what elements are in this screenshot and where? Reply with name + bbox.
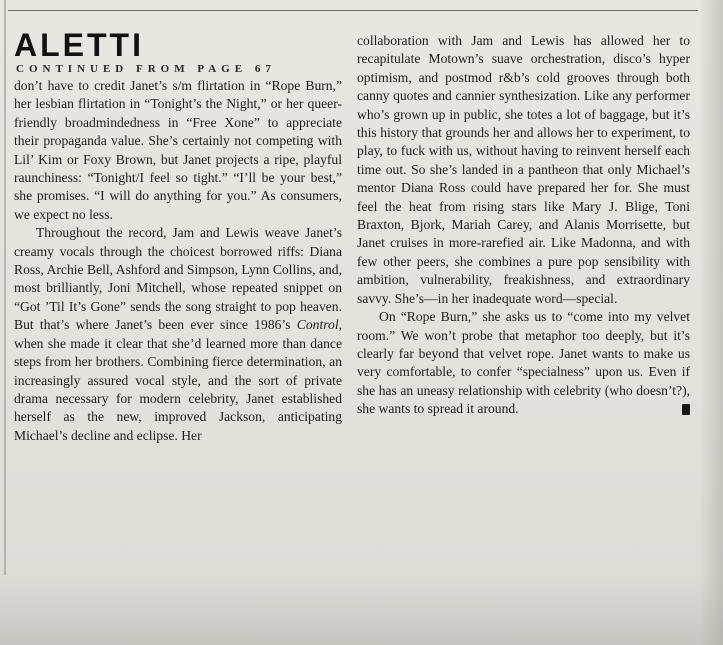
page-left-edge [4,0,6,575]
page-bottom-shadow [0,575,723,645]
right-paragraph-2 [357,308,690,418]
left-paragraph-2-text-b: , when she made it clear that she’d learned more than dance steps from her brothers. Combining fierce determination, an increasingly assured vocal style, and the sort of private drama necessary for modern celebrity, Janet established herself as the new, improved Jackson, anticipating Michael’s decline and eclipse. Her [14,317,342,443]
right-column [357,32,690,419]
left-column [14,28,342,445]
right-paragraph-2-text: On “Rope Burn,” she asks us to “come into my velvet room.” We won’t probe that metaphor too deeply, but it’s clearly far beyond that velvet rope. Janet wants to make us very comfortable, to confer “specialness” upon us. Even if she has an uneasy relationship with celebrity (who doesn’t?), she wants to spread it around. [357,309,690,417]
left-paragraph-1: don’t have to credit Janet’s s/m flirtation in “Rope Burn,” her lesbian flirtation in “Tonight’s the Night,” or her queer-friendly broadmindedness in “Free Xone” to appreciate their propaganda value. She’s certainly not competing with Lil’ Kim or Foxy Brown, but Janet projects a ripe, playful raunchiness: “Tonight/I feel so tight.” “I’ll be your best,” she promises. “I will do anything for you.” As consumers, we expect no less. [14,78,342,222]
article-headline: ALETTI [14,27,144,63]
left-paragraph-2-text-a: Throughout the record, Jam and Lewis weave Janet’s creamy vocals through the choicest borrowed riffs: Diana Ross, Archie Bell, Ashford and Simpson, Lynn Collins, and, most brilliantly, Joni Mitchell, whose repeated snippet on “Got ’Til It’s Gone” sends the song straight to pop heaven. But that’s where Janet’s been ever since 1986’s [14,225,342,333]
end-of-article-square-icon [682,404,690,415]
page-right-edge-shadow [699,0,723,645]
right-paragraph-1: collaboration with Jam and Lewis has allowed her to recapitulate Motown’s suave orchestration, disco’s hyper optimism, and postmod r&b’s cold grooves through both canny quotes and cannier synthesization. Like any performer who’s grown up in public, she totes a lot of baggage, but it’s this history that grounds her and allows her to experiment, to play, to fuck with us, without having to reinvent herself each time out. So she’s landed in a pantheon that only Michael’s mentor Diana Ross could have prepared her for. She must feel the heat from rising stars like Mary J. Blige, Toni Braxton, Bjork, Mariah Carey, and Alanis Morrisette, but Janet cruises in more-rarefied air. Like Madonna, and with few other peers, she combines a pure pop sensibility with ambition, vulnerability, freakishness, and extraordinary savvy. She’s—in her inadequate word—special. [357,33,690,306]
continued-from-label: CONTINUED FROM PAGE 67 [16,63,276,75]
top-rule-divider [8,10,698,11]
left-paragraph-2 [14,224,342,445]
album-title-control: Control [296,317,339,333]
